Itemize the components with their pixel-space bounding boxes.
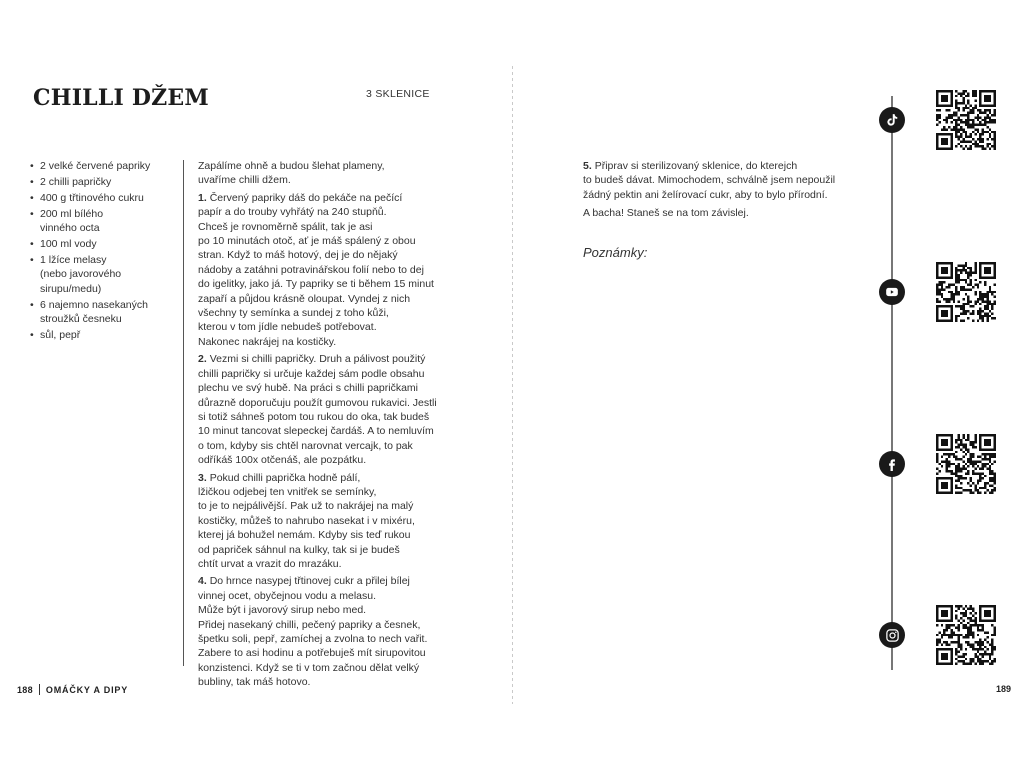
social-timeline xyxy=(891,96,893,670)
page-number-left: 188 xyxy=(17,685,33,695)
text-line: uvaříme chilli džem. xyxy=(198,174,291,187)
ingredient-item: • 1 lžíce melasy (nebo javorového sirupu/medu) xyxy=(30,253,128,296)
outro-paragraph: A bacha! Staneš se na tom závislej. xyxy=(583,207,749,220)
text-line: odříkáš 100x otčenáš, ale pozpátku. xyxy=(198,454,367,467)
text-line: o tom, kdyby sis chtěl narovnat vercajk, to pak xyxy=(198,439,413,452)
text-line: do igelitky, jako já. Ty papriky se ti během 15 minut xyxy=(198,278,434,291)
recipe-yield: 3 SKLENICE xyxy=(366,88,430,100)
text-line: Červený papriky dáš do pekáče na pečící xyxy=(209,191,403,204)
text-line: to budeš dávat. Mimochodem, schválně jsem nepoužil xyxy=(583,174,836,187)
text-line: Nakonec nakrájej na kostičky. xyxy=(198,335,337,348)
text-line: Chceš je rovnoměrně spálit, tak je asi xyxy=(198,220,373,233)
step-5-block xyxy=(583,159,863,225)
instructions xyxy=(198,159,468,693)
step-4 xyxy=(198,574,468,689)
qr-code-facebook[interactable] xyxy=(936,434,996,494)
text-line: konzistenci. Když se ti v tom začnou dělat velký xyxy=(198,661,420,674)
text-line: nádoby a zatáhni potravinářskou folií nebo to dej xyxy=(198,263,424,276)
text-line: všechny ty semínka a sundej z toho kůži, xyxy=(198,307,389,320)
text-line: Připrav si sterilizovaný sklenice, do kterejch xyxy=(594,160,798,172)
text-line: kterou v tom jídle nebudeš potřebovat. xyxy=(198,321,377,334)
qr-code-instagram[interactable] xyxy=(936,605,996,665)
text-line: papír a do trouby vyhřátý na 240 stupňů. xyxy=(198,206,387,219)
text-line: chilli papričky si určuje každej sám podle obsahu xyxy=(198,367,425,380)
text-line: kterej já bohužel nemám. Kdyby sis teď rukou xyxy=(198,529,411,542)
step-number: 4. xyxy=(198,575,207,588)
text-line: vinnej ocet, obyčejnou vodu a melasu. xyxy=(198,589,377,602)
page-number-right: 189 xyxy=(996,684,1012,694)
facebook-icon[interactable] xyxy=(879,451,905,477)
ingredient-item: • 200 ml bílého vinného octa xyxy=(30,207,110,235)
footer-left xyxy=(17,684,128,695)
text-line: Zapálíme ohně a budou šlehat plameny, xyxy=(198,160,385,172)
text-line: Přidej nasekaný chilli, pečený papriky a česnek, xyxy=(198,618,421,631)
youtube-icon[interactable] xyxy=(879,279,905,305)
text-line: žádný pektin ani želírovací cukr, aby to bylo přírodní. xyxy=(583,188,828,201)
recipe-title: CHILLI DŽEM xyxy=(33,85,209,111)
ingredient-list xyxy=(30,159,170,344)
text-line: Do hrnce nasypej třtinovej cukr a přilej bílej xyxy=(209,575,410,588)
ingredient-item: • sůl, pepř xyxy=(30,328,170,342)
section-name: OMÁČKY A DIPY xyxy=(45,685,128,695)
text-line: Pokud chilli paprička hodně pálí, xyxy=(209,471,361,484)
text-line: bubliny, tak máš hotovo. xyxy=(198,676,311,689)
step-number: 3. xyxy=(198,471,207,484)
text-line: stran. Když to máš hotový, dej je do nějaký xyxy=(198,249,398,262)
qr-code-tiktok[interactable] xyxy=(936,90,996,150)
intro-paragraph xyxy=(198,159,468,188)
step-number: 5. xyxy=(583,160,592,172)
page-gutter xyxy=(512,66,513,704)
ingredient-item: • 100 ml vody xyxy=(30,237,170,251)
text-line: Vezmi si chilli papričky. Druh a pálivost použitý xyxy=(209,353,426,366)
qr-code-youtube[interactable] xyxy=(936,262,996,322)
text-line: chtít urvat a vrazit do mrazáku. xyxy=(198,557,342,570)
text-line: Může být i javorový sirup nebo med. xyxy=(198,604,367,617)
ingredient-item: • 6 najemno nasekaných stroužků česneku xyxy=(30,298,162,326)
text-line: špetku soli, pepř, zamíchej a zvolna to nech vařit. xyxy=(198,633,428,645)
step-number: 1. xyxy=(198,191,207,204)
ingredient-item: • 400 g třtinového cukru xyxy=(30,191,170,205)
text-line: 10 minut tancovat slepeckej čardáš. A to nemluvím xyxy=(198,425,434,438)
text-line: plechu ve svý hubě. Na práci s chilli papričkami xyxy=(198,382,419,395)
text-line: po 10 minutách otoč, ať je máš spálený z obou xyxy=(198,235,416,248)
notes-label: Poznámky: xyxy=(583,245,648,260)
text-line: důrazně doporučuju použít gumovou rukavici. Jestli xyxy=(198,396,437,409)
footer-separator xyxy=(39,684,40,695)
step-5 xyxy=(583,159,863,202)
step-number: 2. xyxy=(198,353,207,366)
text-line: od papriček sáhnul na kulky, tak si je budeš xyxy=(198,543,400,556)
column-divider xyxy=(183,160,184,666)
ingredient-item: • 2 chilli papričky xyxy=(30,175,170,189)
tiktok-icon[interactable] xyxy=(879,107,905,133)
text-line: to je to nejpálivější. Pak už to nakrájej na malý xyxy=(198,500,414,513)
text-line: zapaří a půjdou krásně oloupat. Vyndej z nich xyxy=(198,292,411,305)
ingredient-item: • 2 velké červené papriky xyxy=(30,159,170,173)
step-1 xyxy=(198,191,468,349)
step-3 xyxy=(198,471,468,572)
text-line: kostičky, můžeš to nahrubo nasekat i v mixéru, xyxy=(198,514,415,527)
text-line: si totiž sáhneš potom tou rukou do oka, tak budeš xyxy=(198,410,430,423)
text-line: Zabere to asi hodinu a potřebuješ mít sirupovitou xyxy=(198,647,426,660)
text-line: lžičkou odjebej ten vnitřek se semínky, xyxy=(198,485,377,498)
instagram-icon[interactable] xyxy=(879,622,905,648)
step-2 xyxy=(198,352,468,467)
